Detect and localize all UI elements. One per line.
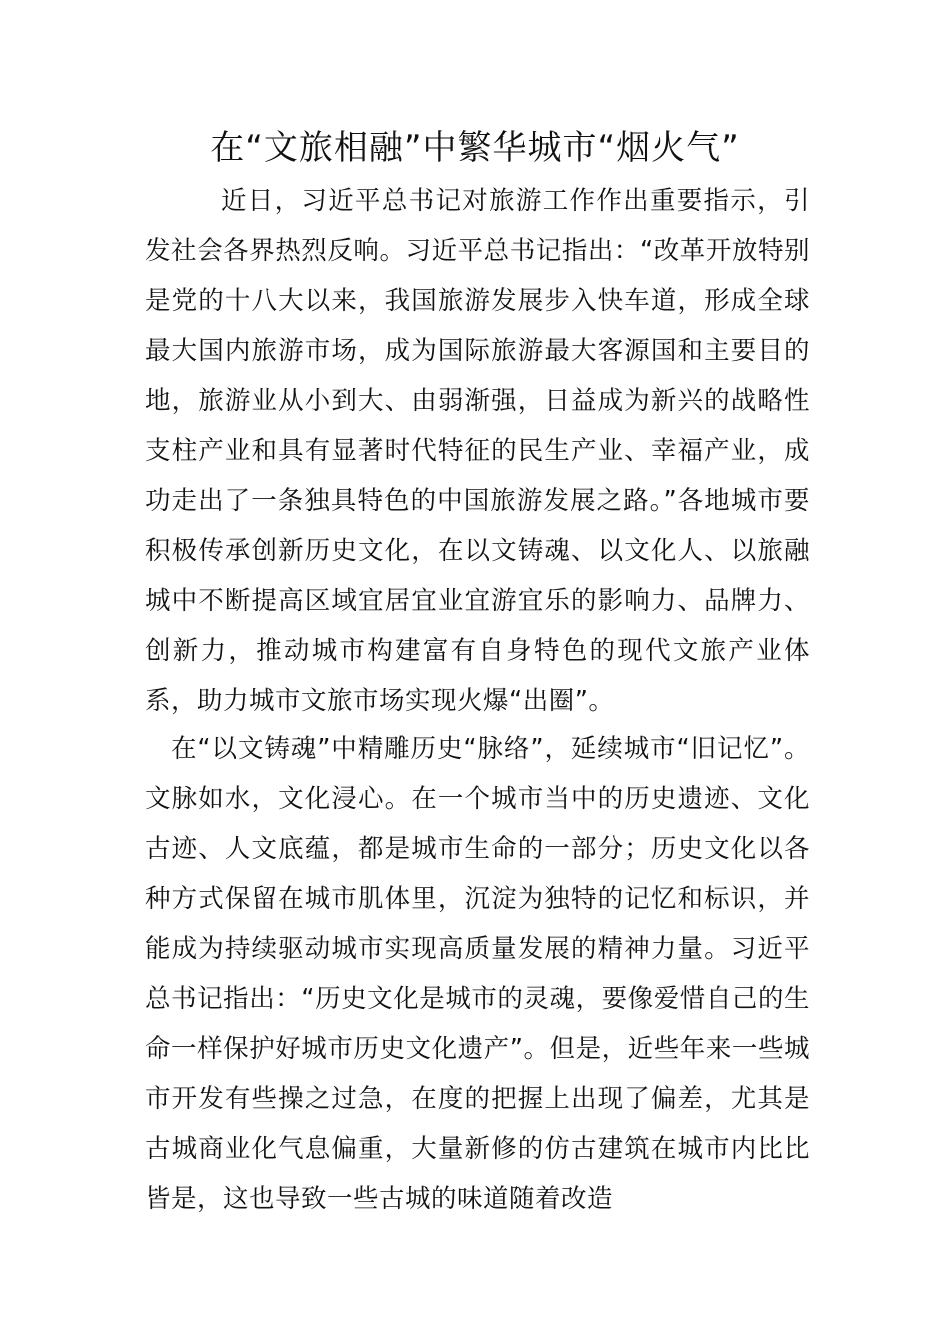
document-title: 在“文旅相融”中繁华城市“烟火气” [210,128,740,168]
body-paragraph-1: 近日，习近平总书记对旅游工作作出重要指示，引发社会各界热烈反响。习近平总书记指出：“改革开放特别是党的十八大以来，我国旅游发展步入快车道，形成全球最大国内旅游市场，成为国际旅游最大客源国和主要目的地，旅游业从小到大、由弱渐强，日益成为新兴的战略性支柱产业和具有显著时代特征的民生产业、幸福产业，成功走出了一条独具特色的中国旅游发展之路。”各地城市要积极传承创新历史文化，在以文铸魂、以文化人、以旅融城中不断提高区域宜居宜业宜游宜乐的影响力、品牌力、创新力，推动城市构建富有自身特色的现代文旅产业体系，助力城市文旅市场实现火爆“出圈”。 [145,186,810,716]
body-paragraph-2: 在“以文铸魂”中精雕历史“脉络”，延续城市“旧记忆”。文脉如水，文化浸心。在一个城市当中的历史遗迹、文化古迹、人文底蕴，都是城市生命的一部分；历史文化以各种方式保留在城市肌体里，沉淀为独特的记忆和标识，并能成为持续驱动城市实现高质量发展的精神力量。习近平总书记指出：“历史文化是城市的灵魂，要像爱惜自己的生命一样保护好城市历史文化遗产”。但是，近些年来一些城市开发有些操之过急，在度的把握上出现了偏差，尤其是古城商业化气息偏重，大量新修的仿古建筑在城市内比比皆是，这也导致一些古城的味道随着改造 [145,734,810,1214]
